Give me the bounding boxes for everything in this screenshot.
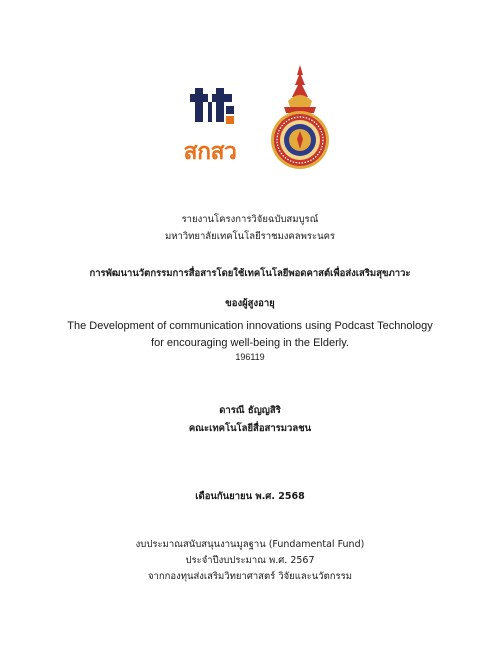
report-date: เดือนกันยายน พ.ศ. 2568 (195, 491, 305, 502)
project-code: 196119 (235, 352, 265, 362)
title-en-line1: The Development of communication innovations using Podcast Technology (67, 320, 433, 332)
university-name: มหาวิทยาลัยเทคโนโลยีราชมงคลพระนคร (164, 231, 336, 242)
report-type: รายงานโครงการวิจัยฉบับสมบูรณ์ (181, 214, 319, 225)
author-name: ดารณี ธัญญสิริ (219, 405, 281, 416)
tsri-mark-icon (188, 88, 238, 138)
title-th-line2: ของผู้สูงอายุ (225, 298, 275, 309)
tsri-wordmark: สกสว (183, 139, 237, 165)
rmutp-emblem-icon (270, 63, 330, 171)
funding-line3: จากกองทุนส่งเสริมวิทยาศาสตร์ วิจัยและนวัตกรรม (147, 571, 353, 582)
title-th-line1: การพัฒนานวัตกรรมการสื่อสารโดยใช้เทคโนโลยีพอดคาสต์เพื่อส่งเสริมสุขภาวะ (89, 268, 411, 279)
title-en-line2: for encouraging well-being in the Elderly. (151, 337, 349, 349)
tsri-logo (178, 88, 242, 168)
funding-line2: ประจำปีงบประมาณ พ.ศ. 2567 (185, 555, 315, 566)
author-faculty: คณะเทคโนโลยีสื่อสารมวลชน (188, 423, 312, 434)
funding-line1: งบประมาณสนับสนุนงานมูลฐาน (Fundamental Fund) (135, 539, 365, 550)
